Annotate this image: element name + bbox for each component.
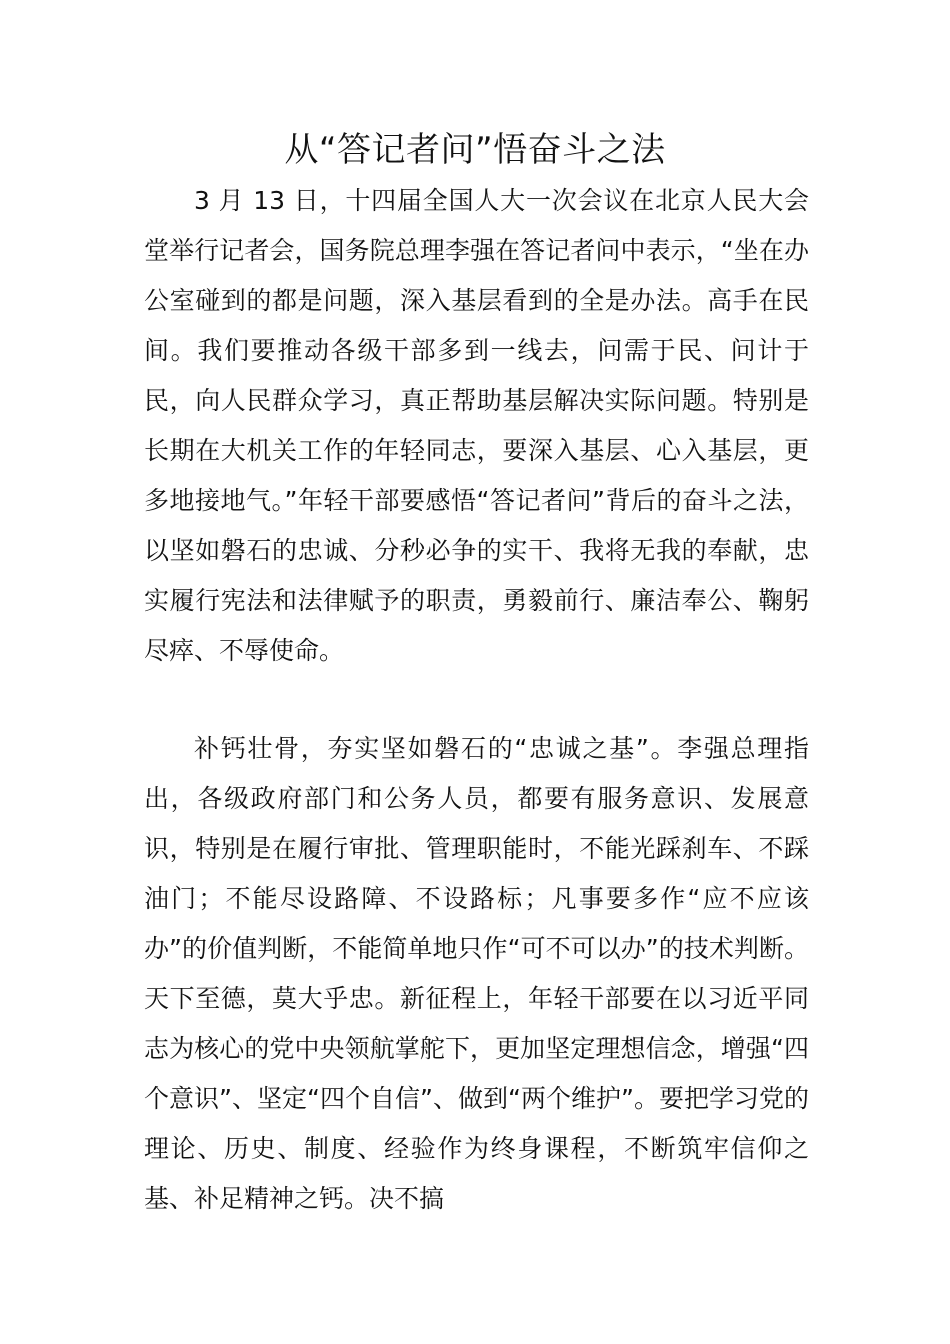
paragraph-1: 3 月 13 日，十四届全国人大一次会议在北京人民大会堂举行记者会，国务院总理李强在答记者问中表示，“坐在办公室碰到的都是问题，深入基层看到的全是办法。高手在民间。我们要推动各级干部多到一线去，问需于民、问计于民，向人民群众学习，真正帮助基层解决实际问题。特别是长期在大机关工作的年轻同志，要深入基层、心入基层，更多地接地气。”年轻干部要感悟“答记者问”背后的奋斗之法，以坚如磐石的忠诚、分秒必争的实干、我将无我的奉献，忠实履行宪法和法律赋予的职责，勇毅前行、廉洁奉公、鞠躬尽瘁、不辱使命。 <box>144 186 809 665</box>
document-title: 从“答记者问”悟奋斗之法 <box>284 130 666 170</box>
paragraph-2: 补钙壮骨，夯实坚如磐石的“忠诚之基”。李强总理指出，各级政府部门和公务人员，都要有服务意识、发展意识，特别是在履行审批、管理职能时，不能光踩刹车、不踩油门；不能尽设路障、不设路标；凡事要多作“应不应该办”的价值判断，不能简单地只作“可不可以办”的技术判断。天下至德，莫大乎忠。新征程上，年轻干部要在以习近平同志为核心的党中央领航掌舵下，更加坚定理想信念，增强“四个意识”、坚定“四个自信”、做到“两个维护”。要把学习党的理论、历史、制度、经验作为终身课程，不断筑牢信仰之基、补足精神之钙。决不搞 <box>144 734 809 1213</box>
